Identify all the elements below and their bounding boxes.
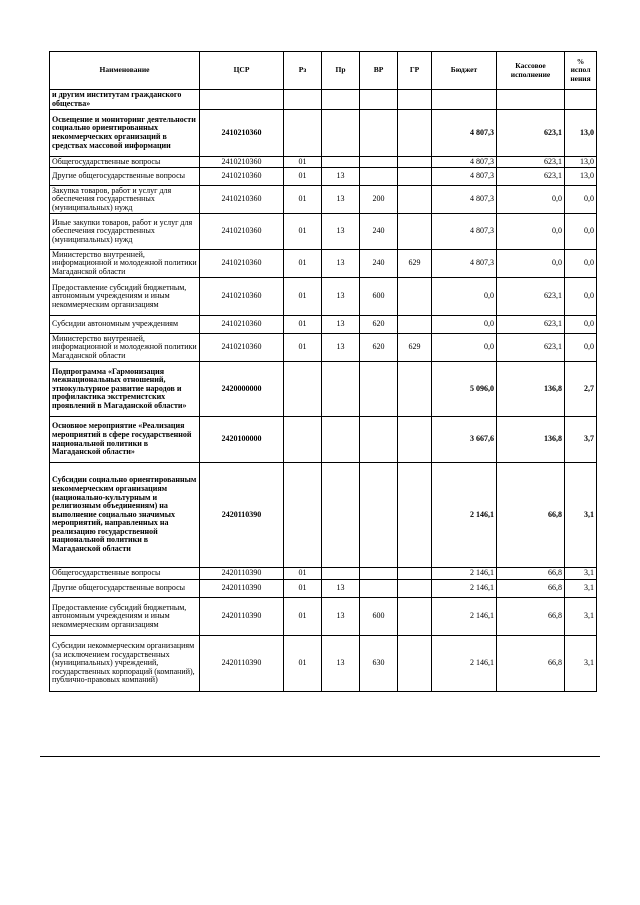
row-budget-cell: 4 807,3 bbox=[432, 250, 497, 278]
row-pct-cell: 0,0 bbox=[565, 214, 597, 250]
table-row bbox=[50, 568, 597, 580]
row-cash-cell: 66,8 bbox=[497, 598, 565, 636]
row-rz-cell: 01 bbox=[284, 157, 322, 168]
row-cash-cell bbox=[497, 90, 565, 110]
row-gr-cell bbox=[398, 214, 432, 250]
row-budget-cell bbox=[432, 90, 497, 110]
row-name-cell: Субсидии автономным учреждениям bbox=[50, 316, 200, 334]
row-name-cell: Другие общегосударственные вопросы bbox=[50, 168, 200, 186]
row-pr-cell: 13 bbox=[322, 636, 360, 692]
row-rz-cell: 01 bbox=[284, 636, 322, 692]
table-row bbox=[50, 157, 597, 168]
row-budget-cell: 2 146,1 bbox=[432, 580, 497, 598]
table-row bbox=[50, 417, 597, 463]
header-csr: ЦСР bbox=[200, 52, 284, 90]
table-header-row bbox=[50, 52, 597, 90]
row-vr-cell bbox=[360, 417, 398, 463]
row-pr-cell: 13 bbox=[322, 278, 360, 316]
row-csr-cell: 2420000000 bbox=[200, 362, 284, 417]
row-rz-cell: 01 bbox=[284, 168, 322, 186]
row-name-cell: Субсидии социально ориентированным некоммерческим организациям (национально-культурным и религиозным объединениям) на выполнение социально значимых мероприятий, направленных на реализацию государственной национальной политики в Магаданской области bbox=[50, 463, 200, 568]
row-vr-cell bbox=[360, 157, 398, 168]
header-name: Наименование bbox=[50, 52, 200, 90]
row-budget-cell: 2 146,1 bbox=[432, 598, 497, 636]
table-row bbox=[50, 316, 597, 334]
row-rz-cell bbox=[284, 463, 322, 568]
row-cash-cell: 66,8 bbox=[497, 580, 565, 598]
row-rz-cell: 01 bbox=[284, 316, 322, 334]
header-gr: ГР bbox=[398, 52, 432, 90]
row-pr-cell bbox=[322, 463, 360, 568]
row-cash-cell: 623,1 bbox=[497, 110, 565, 157]
row-name-cell: и другим институтам гражданского общества» bbox=[50, 90, 200, 110]
row-csr-cell: 2410210360 bbox=[200, 168, 284, 186]
row-pr-cell: 13 bbox=[322, 168, 360, 186]
table-row bbox=[50, 214, 597, 250]
row-gr-cell bbox=[398, 417, 432, 463]
row-pct-cell: 13,0 bbox=[565, 110, 597, 157]
row-gr-cell: 629 bbox=[398, 250, 432, 278]
row-name-cell: Предоставление субсидий бюджетным, автономным учреждениям и иным некоммерческим организациям bbox=[50, 278, 200, 316]
header-vr: ВР bbox=[360, 52, 398, 90]
row-rz-cell: 01 bbox=[284, 214, 322, 250]
row-pr-cell bbox=[322, 157, 360, 168]
row-cash-cell: 136,8 bbox=[497, 417, 565, 463]
row-vr-cell bbox=[360, 110, 398, 157]
row-cash-cell: 0,0 bbox=[497, 214, 565, 250]
header-budget: Бюджет bbox=[432, 52, 497, 90]
row-pct-cell: 3,1 bbox=[565, 598, 597, 636]
footer-divider bbox=[40, 756, 600, 757]
row-pct-cell: 3,7 bbox=[565, 417, 597, 463]
row-gr-cell: 629 bbox=[398, 334, 432, 362]
row-vr-cell bbox=[360, 90, 398, 110]
table-row bbox=[50, 598, 597, 636]
row-name-cell: Предоставление субсидий бюджетным, автономным учреждениям и иным некоммерческим организациям bbox=[50, 598, 200, 636]
row-gr-cell bbox=[398, 568, 432, 580]
row-cash-cell: 66,8 bbox=[497, 463, 565, 568]
table-body bbox=[50, 90, 597, 692]
row-cash-cell: 623,1 bbox=[497, 157, 565, 168]
row-budget-cell: 2 146,1 bbox=[432, 463, 497, 568]
row-pr-cell: 13 bbox=[322, 214, 360, 250]
row-budget-cell: 2 146,1 bbox=[432, 568, 497, 580]
row-budget-cell: 5 096,0 bbox=[432, 362, 497, 417]
row-rz-cell bbox=[284, 90, 322, 110]
row-cash-cell: 623,1 bbox=[497, 334, 565, 362]
row-name-cell: Подпрограмма «Гармонизация межнациональных отношений, этнокультурное развитие народов и профилактика экстремистских проявлений в Магаданской области» bbox=[50, 362, 200, 417]
row-gr-cell bbox=[398, 157, 432, 168]
row-csr-cell: 2410210360 bbox=[200, 214, 284, 250]
row-cash-cell: 0,0 bbox=[497, 186, 565, 214]
row-pr-cell: 13 bbox=[322, 334, 360, 362]
row-pct-cell: 3,1 bbox=[565, 580, 597, 598]
row-pr-cell bbox=[322, 417, 360, 463]
row-rz-cell bbox=[284, 362, 322, 417]
row-vr-cell bbox=[360, 362, 398, 417]
row-csr-cell: 2420110390 bbox=[200, 598, 284, 636]
row-name-cell: Министерство внутренней, информационной и молодежной политики Магаданской области bbox=[50, 334, 200, 362]
row-cash-cell: 0,0 bbox=[497, 250, 565, 278]
row-vr-cell bbox=[360, 168, 398, 186]
row-pct-cell: 0,0 bbox=[565, 186, 597, 214]
row-rz-cell: 01 bbox=[284, 580, 322, 598]
row-pr-cell bbox=[322, 362, 360, 417]
row-rz-cell: 01 bbox=[284, 598, 322, 636]
row-pct-cell: 13,0 bbox=[565, 157, 597, 168]
row-rz-cell: 01 bbox=[284, 568, 322, 580]
table-row bbox=[50, 278, 597, 316]
row-gr-cell bbox=[398, 316, 432, 334]
header-cash: Кассовое исполнение bbox=[497, 52, 565, 90]
row-rz-cell: 01 bbox=[284, 334, 322, 362]
row-pr-cell: 13 bbox=[322, 250, 360, 278]
row-pr-cell bbox=[322, 568, 360, 580]
row-cash-cell: 66,8 bbox=[497, 636, 565, 692]
row-cash-cell: 623,1 bbox=[497, 278, 565, 316]
row-rz-cell: 01 bbox=[284, 278, 322, 316]
table-row bbox=[50, 362, 597, 417]
row-cash-cell: 623,1 bbox=[497, 168, 565, 186]
row-name-cell: Министерство внутренней, информационной и молодежной политики Магаданской области bbox=[50, 250, 200, 278]
row-name-cell: Закупка товаров, работ и услуг для обеспечения государственных (муниципальных) нужд bbox=[50, 186, 200, 214]
table-row bbox=[50, 250, 597, 278]
row-vr-cell: 240 bbox=[360, 250, 398, 278]
row-vr-cell: 240 bbox=[360, 214, 398, 250]
row-pr-cell: 13 bbox=[322, 186, 360, 214]
row-cash-cell: 66,8 bbox=[497, 568, 565, 580]
row-csr-cell: 2420110390 bbox=[200, 463, 284, 568]
row-pct-cell: 0,0 bbox=[565, 250, 597, 278]
row-pct-cell: 0,0 bbox=[565, 334, 597, 362]
row-name-cell: Субсидии некоммерческим организациям (за исключением государственных (муниципальных) учреждений, государственных корпораций (компаний), публично-правовых компаний) bbox=[50, 636, 200, 692]
row-budget-cell: 0,0 bbox=[432, 278, 497, 316]
row-vr-cell: 600 bbox=[360, 598, 398, 636]
table-row bbox=[50, 90, 597, 110]
row-budget-cell: 4 807,3 bbox=[432, 186, 497, 214]
row-name-cell: Другие общегосударственные вопросы bbox=[50, 580, 200, 598]
row-gr-cell bbox=[398, 636, 432, 692]
row-vr-cell: 620 bbox=[360, 334, 398, 362]
row-gr-cell bbox=[398, 463, 432, 568]
header-pct: % испол нения bbox=[565, 52, 597, 90]
row-vr-cell: 600 bbox=[360, 278, 398, 316]
row-csr-cell: 2420110390 bbox=[200, 636, 284, 692]
row-pct-cell bbox=[565, 90, 597, 110]
row-gr-cell bbox=[398, 110, 432, 157]
row-pr-cell bbox=[322, 90, 360, 110]
row-budget-cell: 0,0 bbox=[432, 316, 497, 334]
row-pr-cell: 13 bbox=[322, 316, 360, 334]
row-vr-cell: 630 bbox=[360, 636, 398, 692]
row-rz-cell: 01 bbox=[284, 250, 322, 278]
row-gr-cell bbox=[398, 598, 432, 636]
table-row bbox=[50, 168, 597, 186]
row-budget-cell: 4 807,3 bbox=[432, 168, 497, 186]
row-budget-cell: 2 146,1 bbox=[432, 636, 497, 692]
row-csr-cell: 2420100000 bbox=[200, 417, 284, 463]
budget-table bbox=[49, 51, 597, 692]
row-pct-cell: 3,1 bbox=[565, 463, 597, 568]
row-csr-cell: 2420110390 bbox=[200, 568, 284, 580]
row-gr-cell bbox=[398, 186, 432, 214]
row-pct-cell: 13,0 bbox=[565, 168, 597, 186]
row-csr-cell: 2410210360 bbox=[200, 186, 284, 214]
table-row bbox=[50, 334, 597, 362]
row-vr-cell: 620 bbox=[360, 316, 398, 334]
row-budget-cell: 0,0 bbox=[432, 334, 497, 362]
row-name-cell: Иные закупки товаров, работ и услуг для обеспечения государственных (муниципальных) нужд bbox=[50, 214, 200, 250]
row-rz-cell bbox=[284, 417, 322, 463]
table-row bbox=[50, 110, 597, 157]
table-row bbox=[50, 636, 597, 692]
row-pct-cell: 3,1 bbox=[565, 568, 597, 580]
row-vr-cell: 200 bbox=[360, 186, 398, 214]
row-name-cell: Основное мероприятие «Реализация мероприятий в сфере государственной национальной политики в Магаданской области» bbox=[50, 417, 200, 463]
row-budget-cell: 4 807,3 bbox=[432, 110, 497, 157]
row-budget-cell: 4 807,3 bbox=[432, 214, 497, 250]
row-pct-cell: 2,7 bbox=[565, 362, 597, 417]
row-csr-cell: 2420110390 bbox=[200, 580, 284, 598]
row-pr-cell: 13 bbox=[322, 580, 360, 598]
row-cash-cell: 136,8 bbox=[497, 362, 565, 417]
table-row bbox=[50, 186, 597, 214]
table-row bbox=[50, 463, 597, 568]
row-rz-cell: 01 bbox=[284, 186, 322, 214]
row-csr-cell: 2410210360 bbox=[200, 250, 284, 278]
row-budget-cell: 3 667,6 bbox=[432, 417, 497, 463]
row-pct-cell: 3,1 bbox=[565, 636, 597, 692]
row-name-cell: Общегосударственные вопросы bbox=[50, 157, 200, 168]
row-name-cell: Освещение и мониторинг деятельности социально ориентированных некоммерческих организаций в средствах массовой информации bbox=[50, 110, 200, 157]
row-gr-cell bbox=[398, 90, 432, 110]
row-gr-cell bbox=[398, 168, 432, 186]
row-csr-cell: 2410210360 bbox=[200, 110, 284, 157]
row-csr-cell: 2410210360 bbox=[200, 334, 284, 362]
row-name-cell: Общегосударственные вопросы bbox=[50, 568, 200, 580]
row-vr-cell bbox=[360, 580, 398, 598]
header-rz: Рз bbox=[284, 52, 322, 90]
row-gr-cell bbox=[398, 580, 432, 598]
table-row bbox=[50, 580, 597, 598]
row-gr-cell bbox=[398, 278, 432, 316]
row-rz-cell bbox=[284, 110, 322, 157]
row-csr-cell: 2410210360 bbox=[200, 316, 284, 334]
header-pr: Пр bbox=[322, 52, 360, 90]
row-csr-cell bbox=[200, 90, 284, 110]
row-csr-cell: 2410210360 bbox=[200, 278, 284, 316]
row-vr-cell bbox=[360, 463, 398, 568]
row-csr-cell: 2410210360 bbox=[200, 157, 284, 168]
row-pct-cell: 0,0 bbox=[565, 316, 597, 334]
row-cash-cell: 623,1 bbox=[497, 316, 565, 334]
row-gr-cell bbox=[398, 362, 432, 417]
row-budget-cell: 4 807,3 bbox=[432, 157, 497, 168]
row-pr-cell bbox=[322, 110, 360, 157]
row-pr-cell: 13 bbox=[322, 598, 360, 636]
row-vr-cell bbox=[360, 568, 398, 580]
row-pct-cell: 0,0 bbox=[565, 278, 597, 316]
